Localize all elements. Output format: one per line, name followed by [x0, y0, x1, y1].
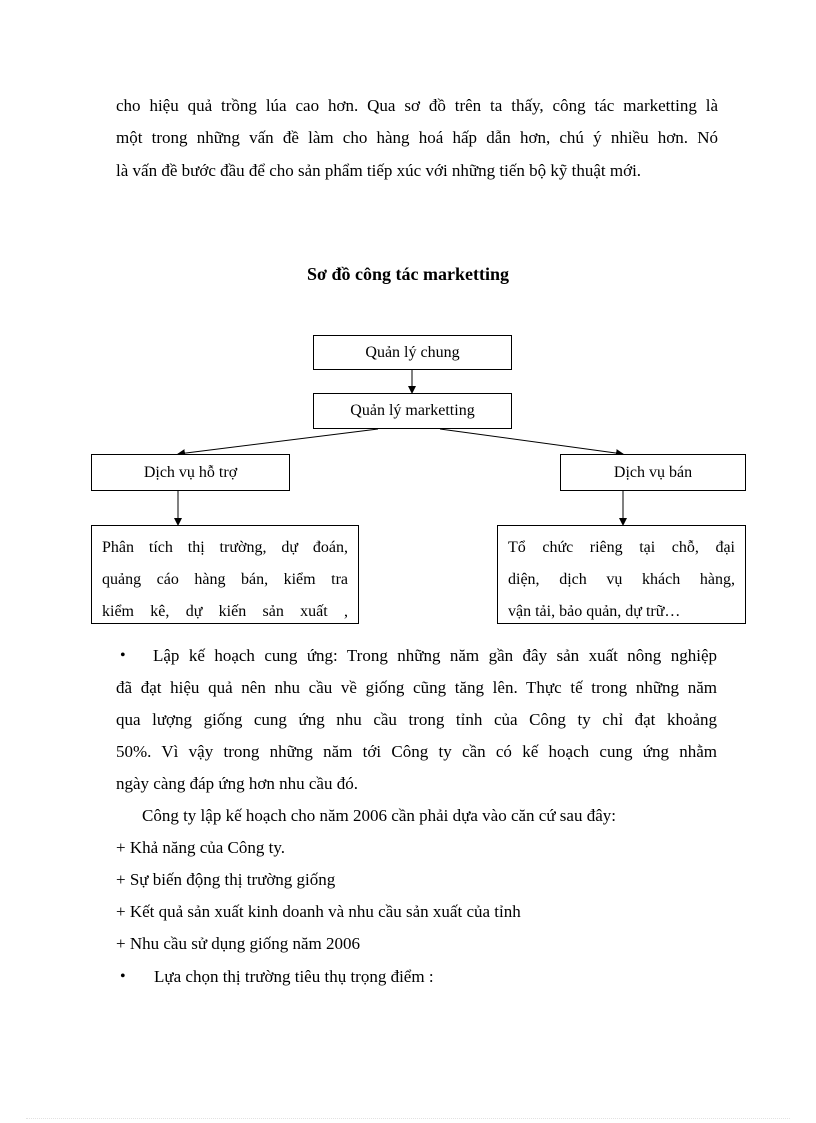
- basis-item-seed-demand: + Nhu cầu sử dụng giống năm 2006: [116, 934, 361, 953]
- sales-detail-line: vận tải, bảo quản, dự trữ…: [508, 603, 681, 620]
- box-marketing-management-label: Quản lý marketting: [350, 402, 475, 419]
- box-general-management: [313, 335, 512, 370]
- box-sales-details: [497, 525, 746, 624]
- basis-intro: Công ty lập kế hoạch cho năm 2006 cần phải dựa vào căn cứ sau đây:: [142, 806, 616, 825]
- support-detail-line: kiểm kê, dự kiến sản xuất ,: [102, 603, 348, 620]
- supply-plan-line-4: 50%. Vì vậy trong những năm tới Công ty cần có kế hoạch cung ứng nhằm: [116, 742, 717, 761]
- box-general-management-label: Quản lý chung: [365, 343, 460, 361]
- box-support-details: [91, 525, 359, 624]
- page-bottom-divider: [26, 1118, 790, 1119]
- arrow-marketing-to-sales: [440, 429, 623, 454]
- basis-item-capacity: + Khả năng của Công ty.: [116, 838, 286, 857]
- diagram-title: Sơ đồ công tác marketting: [307, 264, 509, 284]
- support-detail-line: Phân tích thị trường, dự đoán,: [102, 539, 348, 556]
- intro-line-2: một trong những vấn đề làm cho hàng hoá hấp dẫn hơn, chú ý nhiều hơn. Nó: [116, 128, 718, 147]
- market-selection: Lựa chọn thị trường tiêu thụ trọng điểm :: [154, 967, 434, 986]
- box-marketing-management: [313, 393, 512, 429]
- arrow-marketing-to-support: [178, 429, 378, 454]
- support-detail-line: quảng cáo hàng bán, kiểm tra: [102, 571, 348, 588]
- bullet-supply-plan: •: [120, 647, 126, 664]
- sales-detail-line: Tổ chức riêng tại chỗ, đại: [508, 539, 735, 556]
- intro-line-3: là vấn đề bước đầu để cho sản phẩm tiếp xúc với những tiến bộ kỹ thuật mới.: [116, 161, 642, 180]
- box-support-service-label: Dịch vụ hỗ trợ: [143, 463, 238, 481]
- intro-line-1: cho hiệu quả trồng lúa cao hơn. Qua sơ đồ trên ta thấy, công tác marketting là: [116, 96, 718, 115]
- supply-plan-line-5: ngày càng đáp ứng hơn nhu cầu đó.: [116, 774, 358, 793]
- basis-item-market-change: + Sự biến động thị trường giống: [116, 870, 336, 889]
- bullet-market-selection: •: [120, 968, 126, 985]
- box-sales-service-label: Dịch vụ bán: [613, 463, 693, 481]
- supply-plan-line-2: đã đạt hiệu quả nên nhu cầu về giống cũng tăng lên. Thực tế trong những năm: [116, 678, 717, 697]
- box-support-service: [91, 454, 290, 491]
- supply-plan-line-1: Lập kế hoạch cung ứng: Trong những năm gần đây sản xuất nông nghiệp: [153, 646, 717, 665]
- box-sales-service: [560, 454, 746, 491]
- sales-detail-line: diện, dịch vụ khách hàng,: [508, 571, 735, 588]
- basis-item-business-results: + Kết quả sản xuất kinh doanh và nhu cầu sản xuất của tỉnh: [116, 902, 521, 921]
- supply-plan-line-3: qua lượng giống cung ứng nhu cầu trong tỉnh của Công ty chỉ đạt khoảng: [116, 710, 717, 729]
